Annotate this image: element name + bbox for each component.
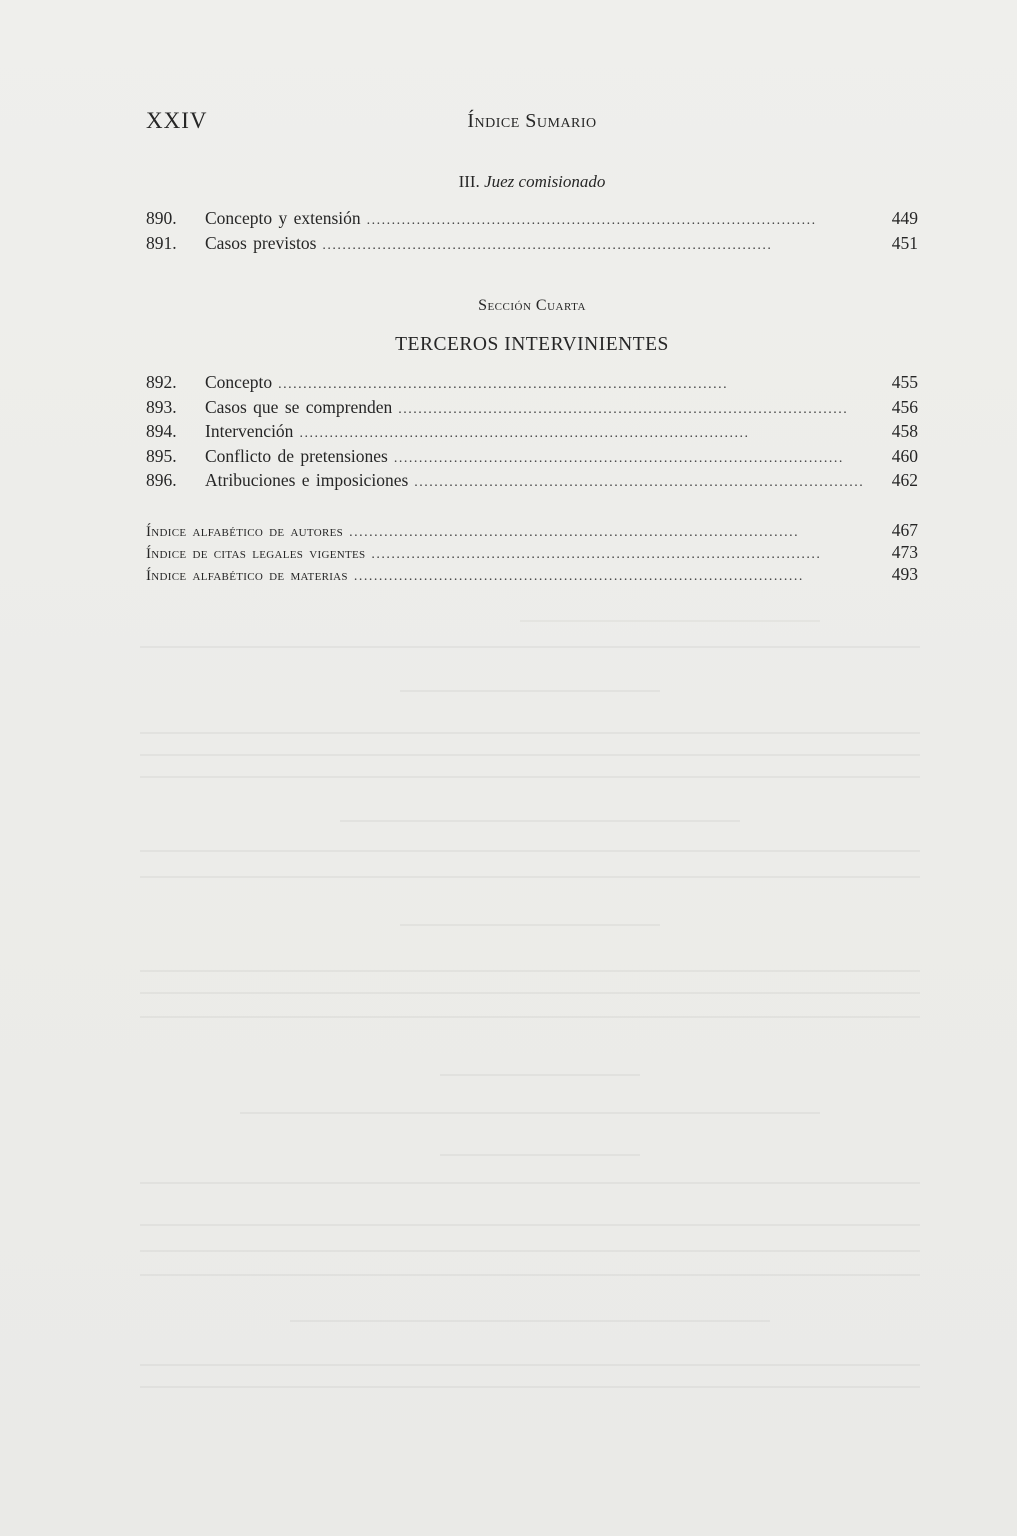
dot-leader <box>371 547 880 563</box>
entry-page: 455 <box>891 372 918 392</box>
entry-label: Concepto y extensión <box>205 208 361 228</box>
dot-leader <box>322 238 880 254</box>
entry-number: 895. <box>146 445 177 466</box>
index-entry <box>146 564 918 586</box>
entry-label: Conflicto de pretensiones <box>205 445 388 466</box>
toc-entry <box>146 446 918 471</box>
section-title: TERCEROS INTERVINIENTES <box>395 334 669 355</box>
toc-entry <box>146 208 918 233</box>
toc-entry <box>146 470 918 495</box>
entry-page: 462 <box>891 470 918 490</box>
dot-leader <box>349 525 880 541</box>
entry-label: Casos previstos <box>205 232 317 253</box>
entry-label: Intervención <box>205 421 294 441</box>
index-entry <box>146 542 918 564</box>
subsection-heading <box>146 172 918 192</box>
index-page: 467 <box>891 520 918 540</box>
index-page: 493 <box>891 564 918 584</box>
subsection-title: Juez comisionado <box>484 172 606 191</box>
entry-number: 894. <box>146 421 177 441</box>
section-label: Sección Cuarta <box>478 297 586 314</box>
dot-leader <box>278 377 880 393</box>
index-entry <box>146 520 918 542</box>
entry-page: 451 <box>891 232 918 253</box>
entry-number: 890. <box>146 208 177 228</box>
entry-label: Concepto <box>205 372 273 392</box>
dot-leader <box>398 402 880 418</box>
subsection-number: III. <box>458 172 480 191</box>
index-label: Índice de citas legales vigentes <box>146 546 366 562</box>
dot-leader <box>354 569 880 585</box>
index-page: 473 <box>891 542 918 562</box>
entry-number: 891. <box>146 232 177 253</box>
entry-label: Casos que se comprenden <box>205 396 393 417</box>
toc-entry <box>146 233 918 258</box>
section-entries <box>146 372 918 495</box>
entry-page: 460 <box>891 445 918 466</box>
entry-number: 892. <box>146 372 177 392</box>
toc-entry <box>146 372 918 397</box>
entry-label: Atribuciones e imposiciones <box>205 470 409 490</box>
index-label: Índice alfabético de materias <box>146 568 348 584</box>
dot-leader <box>394 451 880 467</box>
running-title: Índice Sumario <box>467 110 597 132</box>
entry-page: 456 <box>891 396 918 417</box>
entry-number: 893. <box>146 396 177 417</box>
dot-leader <box>414 475 880 491</box>
subsection-entries <box>146 208 918 257</box>
entry-number: 896. <box>146 470 177 490</box>
dot-leader <box>367 213 880 229</box>
toc-entry <box>146 397 918 422</box>
index-label: Índice alfabético de autores <box>146 524 344 540</box>
index-entries <box>146 520 918 586</box>
entry-page: 458 <box>891 421 918 441</box>
show-through-texture <box>140 620 920 1400</box>
page-number: XXIV <box>146 108 208 133</box>
entry-page: 449 <box>891 208 918 228</box>
toc-entry <box>146 421 918 446</box>
dot-leader <box>299 426 880 442</box>
page-header <box>146 108 918 138</box>
